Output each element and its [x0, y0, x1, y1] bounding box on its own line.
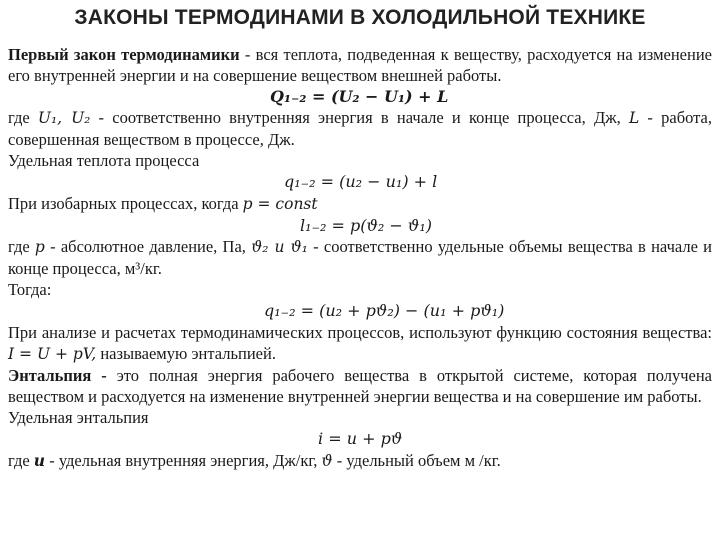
- text-fragment: При анализе и расчетах термодинамических процессов, используют функцию состояния вещества:: [8, 323, 712, 342]
- page-title: ЗАКОНЫ ТЕРМОДИНАМИ В ХОЛОДИЛЬНОЙ ТЕХНИКЕ: [74, 6, 646, 29]
- text-fragment: - абсолютное давление, Па,: [44, 237, 252, 256]
- paragraph-enthalpy: [8, 365, 712, 407]
- text-fragment: где: [8, 451, 34, 470]
- math-inline: u: [33, 451, 46, 470]
- equation-heat-total: Q₁₋₂ = (U₂ − U₁) + L: [270, 87, 449, 106]
- equation-heat-enthalpy: q₁₋₂ = (u₂ + pϑ₂) − (u₁ + pϑ₁): [264, 301, 505, 320]
- text-fragment: При изобарных процессах, когда: [8, 194, 243, 213]
- paragraph-first-law: [8, 44, 712, 86]
- paragraph-specific-heat: Удельная теплота процесса: [8, 151, 200, 170]
- paragraph-variables-final: [8, 450, 712, 472]
- text-fragment: - соответственно удельные объемы вещества в начале и конце процесса, м³/кг.: [8, 237, 712, 278]
- math-inline: U₁, U₂: [37, 109, 91, 127]
- text-fragment: - соответственно внутренняя энергия в начале и конце процесса, Дж,: [90, 108, 629, 127]
- paragraph-variables-u: [8, 107, 712, 150]
- enthalpy-definition: это полная энергия рабочего вещества в открытой системе, которая получена веществом и расходуется на изменение внутренней энергии вещества и на совершение им работы.: [8, 366, 712, 406]
- math-inline: ϑ₂ и ϑ₁: [251, 238, 308, 256]
- paragraph-variables-p: [8, 236, 712, 279]
- equation-specific-enthalpy: i = u + pϑ: [318, 429, 403, 448]
- first-law-term: Первый закон термодинамики: [8, 45, 240, 64]
- paragraph-specific-enthalpy: Удельная энтальпия: [8, 408, 149, 427]
- paragraph-isobaric: [8, 193, 712, 215]
- math-inline: p: [34, 238, 45, 256]
- math-inline: I = U + pV,: [8, 345, 97, 363]
- math-inline: p = const: [242, 195, 318, 213]
- equation-work: l₁₋₂ = p(ϑ₂ − ϑ₁): [300, 216, 432, 235]
- text-fragment: где: [8, 108, 38, 127]
- document-body: [8, 44, 712, 472]
- math-inline: ϑ: [321, 452, 333, 470]
- paragraph-analysis: [8, 322, 712, 365]
- text-fragment: - работа, совершенная веществом в процессе, Дж.: [8, 108, 712, 149]
- math-inline: L: [628, 109, 640, 127]
- first-law-definition: - вся теплота, подведенная к веществу, расходуется на изменение его внутренней энергии и на совершение веществом внешней работы.: [8, 45, 712, 85]
- text-fragment: - удельная внутренняя энергия, Дж/кг,: [45, 451, 322, 470]
- enthalpy-term: Энтальпия -: [8, 366, 107, 385]
- text-fragment: называемую энтальпией.: [96, 344, 276, 363]
- equation-specific-heat: q₁₋₂ = (u₂ − u₁) + l: [284, 172, 438, 191]
- text-fragment: где: [8, 237, 35, 256]
- paragraph-then: Тогда:: [8, 280, 52, 299]
- text-fragment: - удельный объем м /кг.: [332, 451, 501, 470]
